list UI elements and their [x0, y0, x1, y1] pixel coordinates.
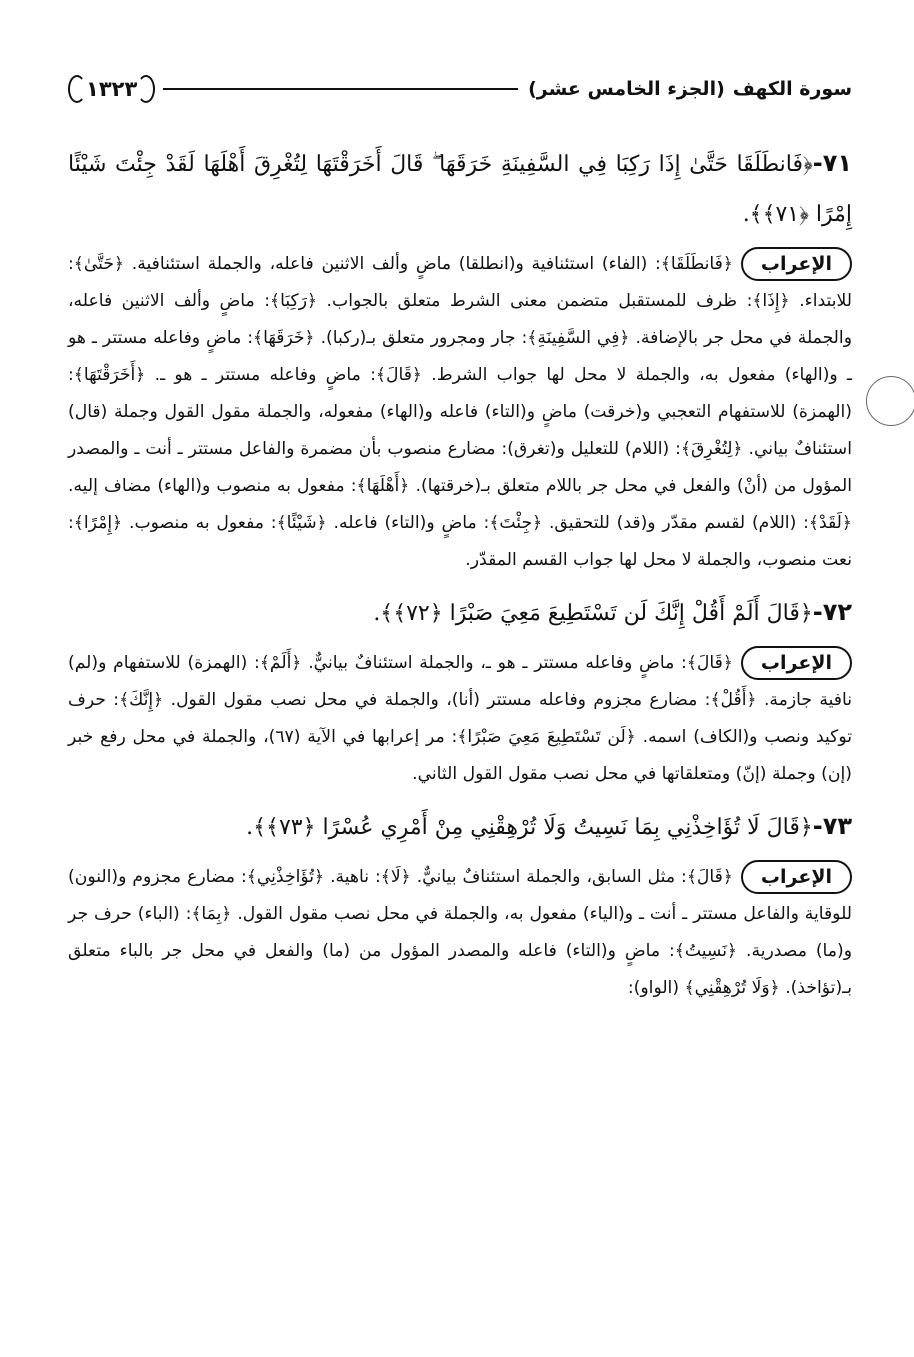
- verse-block-73: [68, 801, 852, 1007]
- verse: [68, 801, 852, 853]
- irab-paragraph: [68, 859, 852, 1007]
- punch-hole-mark: [866, 376, 914, 426]
- verse-number: ٧٢-: [812, 598, 852, 626]
- irab-label: الإعراب: [741, 247, 852, 281]
- verse-number: ٧١-: [812, 149, 852, 177]
- verse: [68, 587, 852, 639]
- verse: [68, 138, 852, 240]
- page-number: ١٣٢٣: [70, 73, 153, 105]
- page-header: [70, 64, 852, 114]
- verse-number: ٧٣-: [812, 812, 852, 840]
- irab-paragraph: [68, 246, 852, 579]
- irab-paragraph: [68, 645, 852, 793]
- irab-text: ﴿فَانطَلَقَا﴾: (الفاء) استئنافية و(انطلقا) ماضٍ وألف الاثنين فاعله، والجملة استئنافية. ﴿حَتَّىٰ﴾: للابتداء. ﴿إِذَا﴾: ظرف للمستقبل متضمن معنى الشرط متعلق بالجواب. ﴿رَكِبَا﴾: ماضٍ وألف الاثنين فاعله، والجملة في محل جر بالإضافة. ﴿فِي السَّفِينَةِ﴾: جار ومجرور متعلق بـ(ركبا). ﴿خَرَقَهَا﴾: ماضٍ وفاعله مستتر ـ هو ـ و(الهاء) مفعول به، والجملة لا محل لها جواب الشرط. ﴿قَالَ﴾: ماضٍ وفاعله مستتر ـ هو ـ. ﴿أَخَرَقْتَهَا﴾: (الهمزة) للاستفهام التعجبي و(خرقت) ماضٍ و(التاء) فاعله و(الهاء) مفعوله، والجملة مقول القول وجملة (قال) استئنافٌ بياني. ﴿لِتُغْرِقَ﴾: (اللام) للتعليل و(تغرق): مضارع منصوب بأن مضمرة والفاعل مستتر ـ أنت ـ والمصدر المؤول من (أنْ) والفعل في محل جر باللام متعلق بـ(خرقتها). ﴿أَهْلَهَا﴾: مفعول به منصوب و(الهاء) مضاف إليه. ﴿لَقَدْ﴾: (اللام) لقسم مقدّر و(قد) للتحقيق. ﴿جِئْتَ﴾: ماضٍ و(التاء) فاعله. ﴿شَيْئًا﴾: مفعول به منصوب. ﴿إِمْرًا﴾: نعت منصوب، والجملة لا محل لها جواب القسم المقدّر.: [68, 254, 852, 570]
- verse-block-71: [68, 138, 852, 579]
- verse-text: ﴿فَانطَلَقَا حَتَّىٰ إِذَا رَكِبَا فِي السَّفِينَةِ خَرَقَهَا ۖ قَالَ أَخَرَقْتَهَا لِتُغْرِقَ أَهْلَهَا لَقَدْ جِئْتَ شَيْئًا إِمْرًا ﴿٧١﴾﴾.: [68, 152, 852, 227]
- page-content: [68, 138, 852, 1015]
- verse-text: ﴿قَالَ لَا تُؤَاخِذْنِي بِمَا نَسِيتُ وَلَا تُرْهِقْنِي مِنْ أَمْرِي عُسْرًا ﴿٧٣﴾﴾.: [246, 815, 813, 840]
- irab-text: ﴿قَالَ﴾: مثل السابق، والجملة استئنافٌ بيانيٌّ. ﴿لَا﴾: ناهية. ﴿تُؤَاخِذْنِي﴾: مضارع مجزوم و(النون) للوقاية والفاعل مستتر ـ أنت ـ و(الياء) مفعول به، والجملة في محل نصب مقول القول. ﴿بِمَا﴾: (الباء) حرف جر و(ما) مصدرية. ﴿نَسِيتُ﴾: ماضٍ و(التاء) فاعله والمصدر المؤول من (ما) والفعل في محل جر بالباء متعلق بـ(تؤاخذ). ﴿وَلَا تُرْهِقْنِي﴾ (الواو):: [68, 867, 852, 998]
- header-rule: [163, 88, 518, 90]
- part-title: (الجزء الخامس عشر): [528, 78, 725, 100]
- irab-label: الإعراب: [741, 646, 852, 680]
- irab-label: الإعراب: [741, 860, 852, 894]
- irab-text: ﴿قَالَ﴾: ماضٍ وفاعله مستتر ـ هو ـ، والجملة استئنافٌ بيانيٌّ. ﴿أَلَمْ﴾: (الهمزة) للاستفهام و(لم) نافية جازمة. ﴿أَقُلْ﴾: مضارع مجزوم وفاعله مستتر (أنا)، والجملة في محل نصب مقول القول. ﴿إِنَّكَ﴾: حرف توكيد ونصب و(الكاف) اسمه. ﴿لَن تَسْتَطِيعَ مَعِيَ صَبْرًا﴾: مر إعرابها في الآية (٦٧)، والجملة في محل رفع خبر (إن) وجملة (إنّ) ومتعلقاتها في محل نصب مقول القول الثاني.: [68, 653, 852, 784]
- surah-title: سورة الكهف: [732, 78, 852, 100]
- verse-text: ﴿قَالَ أَلَمْ أَقُلْ إِنَّكَ لَن تَسْتَطِيعَ مَعِيَ صَبْرًا ﴿٧٢﴾﴾.: [373, 601, 813, 626]
- verse-block-72: [68, 587, 852, 793]
